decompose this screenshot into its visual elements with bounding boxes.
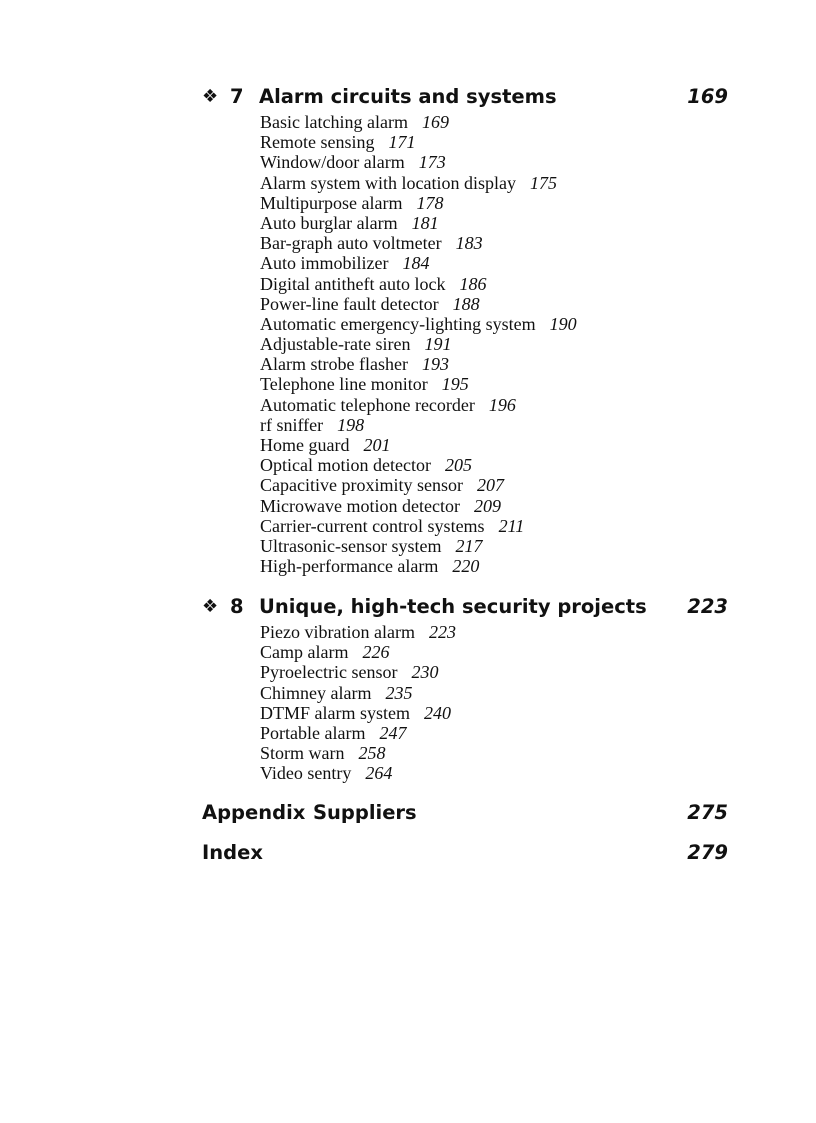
chapter-8-heading bbox=[202, 595, 728, 619]
section-title: Multipurpose alarm bbox=[260, 192, 403, 213]
toc-entry bbox=[260, 455, 577, 475]
toc-entry bbox=[260, 723, 456, 743]
chapter-title: Unique, high-tech security projects bbox=[259, 595, 647, 618]
section-page: 235 bbox=[385, 682, 413, 703]
toc-entry bbox=[260, 173, 577, 193]
toc-entry bbox=[260, 435, 577, 455]
section-page: 258 bbox=[358, 743, 386, 764]
section-title: Digital antitheft auto lock bbox=[260, 273, 446, 294]
section-page: 201 bbox=[363, 435, 391, 455]
toc-entry bbox=[260, 274, 577, 294]
toc-entry bbox=[260, 683, 456, 703]
section-page: 240 bbox=[424, 702, 451, 723]
section-title: Capacitive proximity sensor bbox=[260, 475, 463, 496]
section-title: Optical motion detector bbox=[260, 455, 431, 476]
section-title: Auto burglar alarm bbox=[260, 212, 398, 233]
section-page: 193 bbox=[421, 354, 449, 375]
section-title: Power-line fault detector bbox=[260, 293, 439, 314]
chapter-number: 7 bbox=[230, 85, 244, 108]
toc-entry bbox=[260, 253, 577, 273]
section-page: 188 bbox=[452, 293, 480, 314]
toc-entry bbox=[260, 132, 577, 152]
toc-entry bbox=[260, 556, 577, 576]
section-page: 184 bbox=[402, 253, 430, 274]
chapter-page-number: 223 bbox=[687, 595, 728, 618]
toc-entry bbox=[260, 642, 456, 662]
section-title: rf sniffer bbox=[260, 414, 324, 435]
section-page: 209 bbox=[473, 495, 501, 516]
section-page: 205 bbox=[444, 455, 472, 476]
section-title: Chimney alarm bbox=[260, 682, 372, 703]
section-title: Carrier-current control systems bbox=[260, 515, 485, 536]
appendix-page-number: 275 bbox=[687, 801, 728, 824]
toc-entry bbox=[260, 516, 577, 536]
section-title: High-performance alarm bbox=[260, 556, 439, 577]
section-page: 247 bbox=[379, 722, 407, 743]
toc-entry bbox=[260, 152, 577, 172]
section-page: 178 bbox=[416, 192, 444, 213]
section-title: Video sentry bbox=[260, 763, 352, 784]
toc-entry bbox=[260, 112, 577, 132]
chapter-page-number: 169 bbox=[687, 85, 728, 108]
section-title: Portable alarm bbox=[260, 722, 366, 743]
diamond-bullet-icon: ❖ bbox=[202, 86, 219, 107]
section-page: 220 bbox=[452, 556, 480, 577]
index-entry bbox=[202, 841, 728, 865]
section-title: Storm warn bbox=[260, 743, 345, 764]
diamond-bullet-icon: ❖ bbox=[202, 596, 219, 617]
toc-entry bbox=[260, 314, 577, 334]
toc-entry bbox=[260, 703, 456, 723]
section-page: 264 bbox=[365, 763, 393, 784]
section-title: Alarm strobe flasher bbox=[260, 354, 408, 375]
section-title: Telephone line monitor bbox=[260, 374, 428, 395]
toc-entry bbox=[260, 374, 577, 394]
section-title: Ultrasonic-sensor system bbox=[260, 535, 442, 556]
section-page: 226 bbox=[362, 642, 390, 663]
chapter-8-section-list bbox=[260, 622, 456, 784]
section-page: 211 bbox=[498, 515, 525, 536]
section-title: Remote sensing bbox=[260, 132, 375, 153]
section-title: Bar-graph auto voltmeter bbox=[260, 233, 442, 254]
toc-entry bbox=[260, 662, 456, 682]
toc-entry bbox=[260, 334, 577, 354]
toc-entry bbox=[260, 763, 456, 783]
toc-entry bbox=[260, 743, 456, 763]
chapter-title: Alarm circuits and systems bbox=[259, 85, 557, 108]
section-page: 171 bbox=[388, 132, 416, 153]
toc-entry bbox=[260, 213, 577, 233]
section-page: 207 bbox=[476, 475, 504, 496]
section-page: 181 bbox=[411, 212, 439, 233]
section-page: 196 bbox=[488, 394, 516, 415]
toc-entry bbox=[260, 536, 577, 556]
section-page: 230 bbox=[411, 662, 439, 683]
toc-entry bbox=[260, 415, 577, 435]
section-title: Auto immobilizer bbox=[260, 253, 389, 274]
index-page-number: 279 bbox=[687, 841, 728, 864]
section-page: 217 bbox=[455, 535, 483, 556]
section-title: Camp alarm bbox=[260, 642, 349, 663]
toc-entry bbox=[260, 622, 456, 642]
section-title: Window/door alarm bbox=[260, 152, 405, 173]
chapter-number: 8 bbox=[230, 595, 244, 618]
section-page: 223 bbox=[428, 622, 456, 642]
toc-entry bbox=[260, 395, 577, 415]
section-page: 183 bbox=[455, 233, 483, 254]
section-page: 173 bbox=[418, 152, 446, 173]
section-page: 190 bbox=[549, 313, 577, 334]
section-page: 191 bbox=[424, 334, 452, 355]
section-page: 198 bbox=[337, 414, 365, 435]
section-page: 186 bbox=[459, 273, 487, 294]
chapter-7-section-list bbox=[260, 112, 577, 576]
section-page: 169 bbox=[421, 112, 449, 132]
section-title: Automatic telephone recorder bbox=[260, 394, 475, 415]
toc-entry bbox=[260, 294, 577, 314]
toc-entry bbox=[260, 233, 577, 253]
section-title: Basic latching alarm bbox=[260, 112, 408, 132]
appendix-entry bbox=[202, 801, 728, 825]
toc-entry bbox=[260, 193, 577, 213]
section-title: Home guard bbox=[260, 435, 350, 455]
appendix-title: Suppliers bbox=[313, 801, 417, 824]
section-title: DTMF alarm system bbox=[260, 702, 410, 723]
chapter-7-heading bbox=[202, 85, 728, 109]
section-page: 195 bbox=[441, 374, 469, 395]
appendix-label: Appendix bbox=[202, 801, 306, 824]
toc-entry bbox=[260, 354, 577, 374]
section-title: Piezo vibration alarm bbox=[260, 622, 415, 642]
section-title: Automatic emergency-lighting system bbox=[260, 313, 536, 334]
section-title: Microwave motion detector bbox=[260, 495, 460, 516]
toc-entry bbox=[260, 496, 577, 516]
toc-entry bbox=[260, 475, 577, 495]
section-page: 175 bbox=[529, 172, 557, 193]
index-label: Index bbox=[202, 841, 263, 864]
section-title: Pyroelectric sensor bbox=[260, 662, 398, 683]
section-title: Alarm system with location display bbox=[260, 172, 516, 193]
section-title: Adjustable-rate siren bbox=[260, 334, 411, 355]
